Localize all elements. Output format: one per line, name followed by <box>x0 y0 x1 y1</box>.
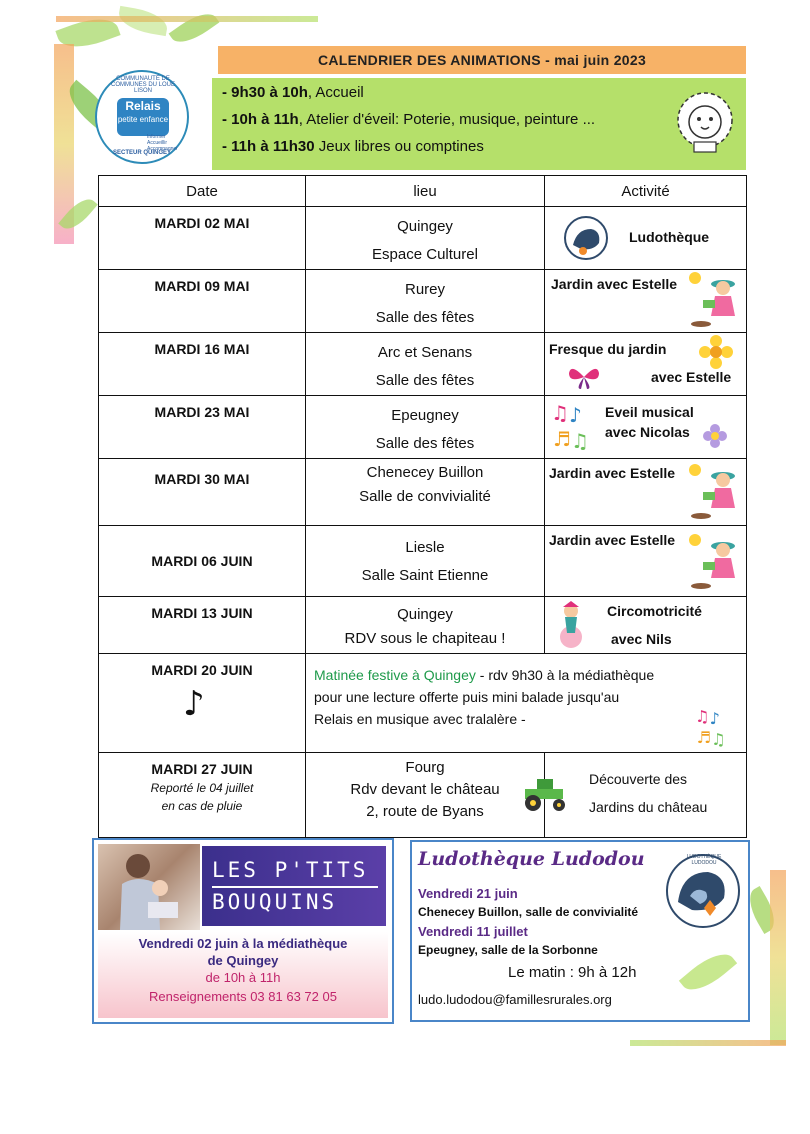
gardening-girl-icon <box>685 270 745 330</box>
row-date: MARDI 20 JUIN <box>151 662 253 678</box>
relais-logo: COMMUNAUTÉ DE COMMUNES DU LOUE LISON Relais petite enfance Informer Accueillir Accompagner SECTEUR QUINGEY <box>95 70 189 164</box>
svg-text:♫: ♫ <box>571 429 589 452</box>
row-lieu: Quingey Espace Culturel <box>372 218 478 263</box>
decorative-leaf <box>169 6 220 50</box>
row-date: MARDI 30 MAI <box>154 471 250 487</box>
table-row <box>99 526 747 597</box>
row-activity: Jardin avec Estelle <box>545 526 746 596</box>
ptits-bouquins-box <box>92 838 394 1024</box>
svg-text:♪: ♪ <box>709 708 720 728</box>
table-row <box>99 207 747 270</box>
small-flower-icon <box>703 424 727 448</box>
row-activity: Ludothèque <box>545 207 746 269</box>
table-row <box>99 654 747 753</box>
row-lieu: Quingey RDV sous le chapiteau ! <box>344 606 506 647</box>
table-row <box>99 396 747 459</box>
row-lieu: Arc et Senans Salle des fêtes <box>375 344 475 389</box>
row-activity: Fresque du jardin avec Estelle <box>545 333 746 395</box>
row-activity: Découverte des Jardins du château <box>545 753 746 837</box>
table-row <box>99 597 747 654</box>
music-notes-icon <box>551 400 593 452</box>
row-date: MARDI 09 MAI <box>154 278 250 294</box>
music-notes-icon <box>692 706 732 748</box>
ludodou-email[interactable]: ludo.ludodou@famillesrurales.org <box>418 992 612 1007</box>
row-activity: ♫ ♪ ♬ ♫ Eveil musical avec Nicolas <box>545 396 746 458</box>
row-lieu: Liesle Salle Saint Etienne <box>361 539 489 584</box>
ludodou-title: Ludothèque Ludodou <box>418 848 645 870</box>
row-date: MARDI 13 JUIN <box>151 605 253 621</box>
row-activity: Jardin avec Estelle <box>545 270 746 330</box>
row-date: MARDI 16 MAI <box>154 341 250 357</box>
decorative-bottom-line <box>630 1040 786 1046</box>
row-lieu: Chenecey Buillon Salle de convivialité <box>359 464 491 505</box>
title-divider <box>212 886 378 888</box>
schedule-line: - 10h à 11h, Atelier d'éveil: Poterie, musique, peinture ... <box>222 111 596 128</box>
schedule-line: - 9h30 à 10h, Accueil <box>222 84 364 101</box>
row-date: MARDI 23 MAI <box>154 404 250 420</box>
row-lieu: Rurey Salle des fêtes <box>375 281 475 326</box>
decorative-stripe <box>770 870 786 1045</box>
table-row <box>99 270 747 333</box>
gardening-girl-icon <box>685 530 745 594</box>
lion-icon <box>674 88 736 154</box>
reading-illustration <box>98 844 200 930</box>
table-row <box>99 753 747 838</box>
row-lieu: Epeugney Salle des fêtes <box>375 407 475 452</box>
relais-logo-badge: Relais petite enfance <box>117 98 169 136</box>
tractor-icon <box>521 773 569 813</box>
row-activity: Jardin avec Estelle <box>545 459 746 525</box>
row-activity: Circomotricité avec Nils <box>545 597 746 653</box>
row-date: MARDI 27 JUIN <box>151 761 253 777</box>
reading-photo <box>98 844 200 930</box>
circus-child-icon <box>553 601 589 649</box>
ptits-bouquins-info: Vendredi 02 juin à la médiathèque de Quingey de 10h à 11h Renseignements 03 81 63 72 05 <box>98 932 388 1018</box>
gardening-girl-icon <box>685 461 745 523</box>
animation-table <box>98 175 747 838</box>
table-row <box>99 459 747 526</box>
calendar-title: CALENDRIER DES ANIMATIONS - mai juin 2023 <box>218 46 746 74</box>
schedule-line: - 11h à 11h30 Jeux libres ou comptines <box>222 138 484 155</box>
column-header-lieu: lieu <box>306 176 545 207</box>
svg-text:♫: ♫ <box>551 401 569 425</box>
decorative-top-line <box>56 16 318 22</box>
column-header-date: Date <box>99 176 306 207</box>
row-lieu: Fourg Rdv devant le château 2, route de Byans <box>350 759 500 820</box>
table-row <box>99 333 747 396</box>
butterfly-icon <box>567 363 601 391</box>
svg-text:♬: ♬ <box>553 427 571 451</box>
flower-icon <box>699 335 733 369</box>
music-note-icon: ♪ <box>183 684 205 724</box>
row-date: MARDI 06 JUIN <box>151 553 253 569</box>
svg-text:♬: ♬ <box>696 728 712 748</box>
ludotheque-logo-icon <box>563 215 609 261</box>
svg-text:♫: ♫ <box>695 707 710 727</box>
row-date: MARDI 02 MAI <box>154 215 250 231</box>
column-header-activite: Activité <box>545 176 747 207</box>
svg-text:♫: ♫ <box>711 729 726 748</box>
svg-text:♪: ♪ <box>569 403 582 427</box>
row-activity-merged: Matinée festive à Quingey - rdv 9h30 à la médiathèque pour une lecture offerte puis mini balade jusqu'au Relais en musique avec tralalère - ♫ ♪ ♬ ♫ <box>306 654 746 752</box>
schedule-box <box>212 78 746 170</box>
rain-note: Reporté le 04 juillet en cas de pluie <box>150 781 254 813</box>
ptits-bouquins-title: LES P'TITS BOUQUINS <box>202 846 386 926</box>
festive-title: Matinée festive à Quingey <box>314 667 476 683</box>
table-header-row <box>99 176 747 207</box>
ludodou-box: Ludothèque Ludodou Vendredi 21 juin Chenecey Buillon, salle de convivialité Vendredi 11 juillet Epeugney, salle de la Sorbonne Le matin : 9h à 12h ludo.ludodou@famillesrurales.org LUDOTHÈQUE LUDODOU <box>410 840 750 1022</box>
